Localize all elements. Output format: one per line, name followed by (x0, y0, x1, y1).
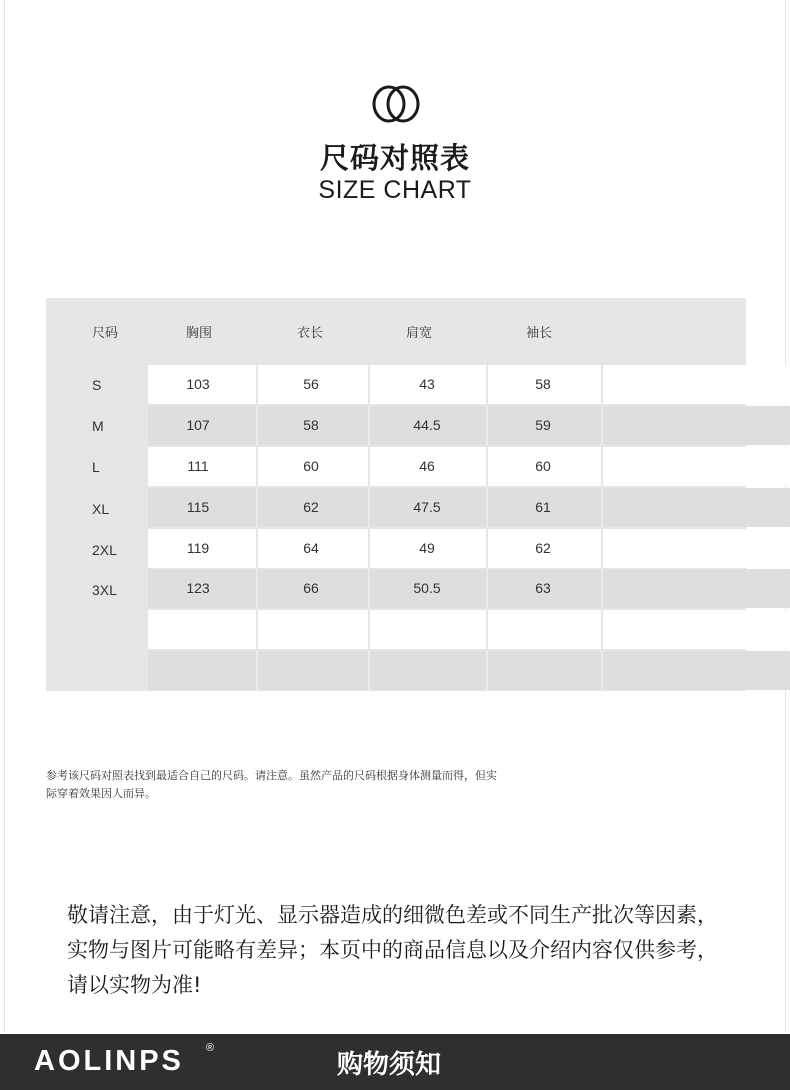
column-header-sleeve: 袖长 (526, 326, 553, 341)
cell-sleeve: 62 (535, 540, 551, 556)
cell-shoulder: 43 (419, 376, 435, 392)
table-row (148, 569, 790, 608)
interlocking-rings-icon (370, 84, 422, 124)
color-difference-notice: 敬请注意，由于灯光、显示器造成的细微色差或不同生产批次等因素，实物与图片可能略有差异；本页中的商品信息以及介绍内容仅供参考，请以实物为准! (67, 903, 718, 997)
column-header-length: 衣长 (297, 326, 324, 341)
cell-shoulder: 44.5 (413, 417, 441, 433)
cell-chest: 107 (186, 417, 210, 433)
column-header-chest: 胸围 (186, 326, 213, 341)
row-size-label: XL (92, 501, 110, 517)
row-size-label: M (92, 418, 104, 434)
cell-length: 66 (303, 580, 319, 596)
cell-sleeve: 59 (535, 417, 551, 433)
table-row (148, 447, 790, 486)
footer-title: 购物须知 (337, 1050, 442, 1080)
cell-shoulder: 50.5 (413, 580, 441, 596)
cell-length: 56 (303, 376, 319, 392)
cell-chest: 119 (186, 540, 210, 556)
row-size-label: 3XL (92, 582, 117, 598)
cell-sleeve: 58 (535, 376, 551, 392)
cell-shoulder: 46 (419, 458, 435, 474)
table-row (148, 488, 790, 527)
cell-chest: 123 (186, 580, 210, 596)
page-title-cn: 尺码对照表 (319, 141, 470, 175)
cell-chest: 115 (186, 499, 210, 515)
table-row (148, 365, 790, 404)
registered-mark: ® (206, 1042, 215, 1054)
row-size-label: 2XL (92, 542, 117, 558)
row-size-label: L (92, 459, 100, 475)
cell-length: 62 (303, 499, 319, 515)
brand-logo: AOLINPS (34, 1045, 184, 1077)
cell-sleeve: 61 (535, 499, 551, 515)
cell-chest: 111 (187, 458, 209, 474)
cell-sleeve: 60 (535, 458, 551, 474)
footer-bar (0, 1034, 790, 1090)
cell-shoulder: 49 (419, 540, 435, 556)
table-row (148, 529, 790, 568)
size-chart-table (46, 298, 746, 691)
size-chart-note: 参考该尺码对照表找到最适合自己的尺码。请注意。虽然产品的尺码根据身体测量而得，但实际穿着效果因人而异。 (46, 769, 497, 800)
cell-length: 60 (303, 458, 319, 474)
cell-length: 58 (303, 417, 319, 433)
table-row-empty (148, 610, 790, 649)
table-row (148, 406, 790, 445)
cell-chest: 103 (186, 376, 210, 392)
page-title-en: SIZE CHART (318, 176, 472, 204)
cell-shoulder: 47.5 (413, 499, 441, 515)
column-header-size: 尺码 (92, 326, 119, 341)
column-header-shoulder: 肩宽 (406, 326, 433, 341)
cell-length: 64 (303, 540, 319, 556)
table-row-empty (148, 651, 790, 690)
cell-sleeve: 63 (535, 580, 551, 596)
row-size-label: S (92, 377, 102, 393)
